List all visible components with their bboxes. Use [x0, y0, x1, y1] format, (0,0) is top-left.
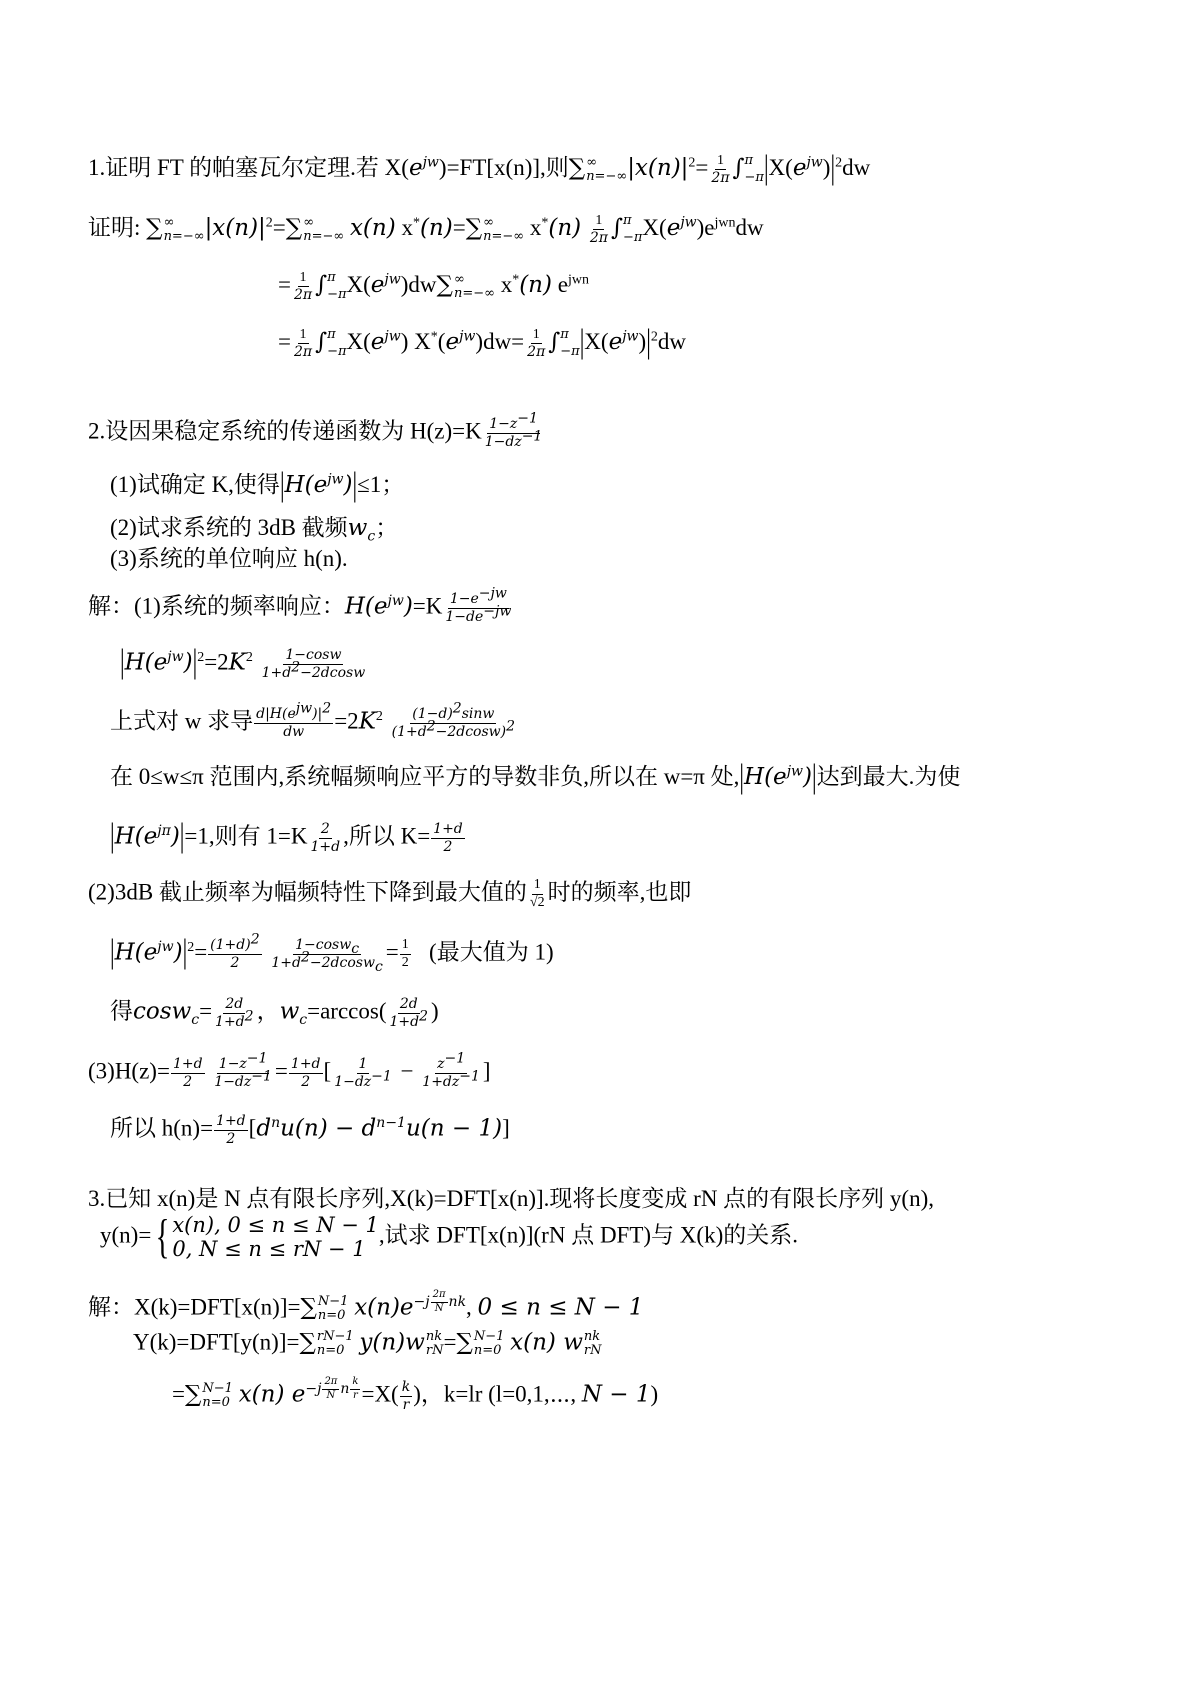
q2-part3-text: (3)系统的单位响应 h(n).	[110, 546, 348, 571]
q2-sol-line2: $|H(e^{jw})|^2=2K^2$ $\frac{1-\cos w}{1+d^2-2dcosw}$	[120, 643, 366, 681]
q2-part1-text: (1)试确定 K,使得	[110, 472, 280, 497]
range-text-end: 达到最大.为使	[816, 764, 961, 789]
q3-title-line	[88, 1187, 934, 1210]
q2-part2-text: (2)试求系统的 3dB 截频	[110, 515, 348, 540]
q2-title-text: 2.设因果稳定系统的传递函数为 H(z)=K	[88, 418, 482, 444]
q1-title-text-b: )=FT[x(n)],则	[438, 155, 569, 181]
kl-end-text: k=lr (l=0,1,⋯,	[443, 1381, 577, 1407]
q2-sol-line5: $|H(e^{j\pi})|=1$,则有 1=K $\frac{2}{1+d}$ ,所以 K= $\frac{1+d}{2}$	[110, 817, 463, 855]
dw-text: dw	[735, 215, 764, 241]
q3-sol-line2: Y(k)=DFT[y(n)]=∑ rN−1 n=0 y(n)w nk rN =∑ N−1 n=0 x(n) w nk rN	[133, 1329, 602, 1359]
q2-part2: (2)试求系统的 3dB 截频$w_c$；	[110, 515, 399, 545]
h3-text: (3)H(z)=	[88, 1058, 170, 1084]
q2-sol-line8: 得cosw$_c$= $\frac{2d}{1+d^2}$ ，$w_c=\arccos$( $\frac{2d}{1+d^2}$ )	[110, 996, 439, 1030]
q3-title-text: 3.已知 x(n)是 N 点有限长序列,X(k)=DFT[x(n)].现将长度变成 rN 点的有限长序列 y(n),	[88, 1186, 935, 1211]
k-text: =1,则有 1=K	[184, 823, 308, 849]
q3-sol-line1: 解：X(k)=DFT[x(n)]=∑ N−1 n=0 $x(n)e^{-j \frac{2\pi}{N} nk}$, 0 ≤ n ≤ N − 1	[88, 1289, 644, 1324]
q1-proof-line3: = $\frac{1}{2\pi}$ ∫ π −π $X(e^{jw})$ $X^*(e^{jw})dw=$ $\frac{1}{2\pi}$ ∫ π −π $|X(e^{jw})|^2dw$	[278, 323, 686, 361]
q2-part1: (1)试确定 K,使得$|H(e^{jw})|\le 1$；	[110, 466, 405, 503]
hn-text: 所以 h(n)=	[110, 1115, 214, 1141]
k-text-b: ,所以 K=	[343, 823, 431, 849]
q2-sol-line9: (3)H(z)= $\frac{1+d}{2}$ $\frac{1-z^{-1}}{1-dz^{-1}}$ = $\frac{1+d}{2}$ [ $\frac{1}{1-dz^{-1}}$ − $\frac{z^{-1}}{1+dz^{-1}}$ ]	[88, 1050, 491, 1090]
q3-sol-text: 解：X(k)=DFT[x(n)]=	[88, 1294, 301, 1320]
get-text: 得	[110, 998, 133, 1024]
q2-sol-line1: 解：(1)系统的频率响应：$H(e^{jw})=K$ $\frac{1-e^{-jw}}{1-de^{-jw}}$	[88, 585, 512, 625]
q2-title-line: 2.设因果稳定系统的传递函数为 H(z)=K $\frac{1-z^{-1}}{1-dz^{-1}}$	[88, 410, 543, 450]
q2-part2-end: ；	[375, 515, 399, 540]
q3-sol-line3: =∑ N−1 n=0 x(n) $e^{-j \frac{2\pi}{N} n \frac{k}{r}}$ =X( $\frac{k}{r}$ )，k=lr (l=0,1,⋯, N − 1)	[172, 1376, 659, 1413]
q3-yn-line: y(n)= { x(n), 0 ≤ n ≤ N − 1 0, N ≤ n ≤ rN − 1 ,试求 DFT[x(n)](rN 点 DFT)与 X(k)的关系.	[100, 1210, 798, 1264]
q1-title-text: 1.证明 FT 的帕塞瓦尔定理.若 X(	[88, 155, 409, 181]
max-note: (最大值为 1)	[429, 939, 554, 965]
dw-text: dw	[842, 155, 871, 181]
jwn-sup: jwn	[567, 272, 589, 288]
arccos-text: =arccos(	[307, 998, 387, 1024]
q2-part3	[110, 547, 348, 570]
yn-text: y(n)=	[100, 1222, 152, 1248]
cut-text-end: 时的频率,也即	[547, 879, 692, 905]
proof-label: 证明:	[88, 215, 147, 241]
e-text: e	[557, 272, 568, 298]
cut-text: (2)3dB 截止频率为幅频特性下降到最大值的	[88, 879, 527, 905]
yk-text: Y(k)=DFT[y(n)]=	[133, 1329, 300, 1355]
q2-sol-line7: $|H(e^{jw})|^2=$ $\frac{(1+d)^2}{2}$ $\frac{1-\cos w_c}{1+d^2-2dcosw_c}$ = $\frac{1}{2}$ (最大值为 1)	[110, 931, 554, 975]
q2-part1-end: ≤1；	[357, 472, 405, 497]
q2-sol-label: 解：(1)系统的频率响应：	[88, 593, 345, 619]
kl-text: =X(	[361, 1381, 399, 1407]
q2-sol-line4: 在 0≤w≤π 范围内,系统幅频响应平方的导数非负,所以在 w=π 处$,|H(e^{jw})|$达到最大.为使	[110, 758, 961, 795]
q1-proof-line2: = $\frac{1}{2\pi}$ ∫ π −π $X(e^{jw})dw\sum$ ∞ n=−∞ x*(n) $e^{jwn}$	[278, 269, 589, 304]
dw-text: dw	[657, 329, 686, 355]
q2-sol-line6: (2)3dB 截止频率为幅频特性下降到最大值的 $\frac{1}{√2}$ 时的频率,也即	[88, 877, 692, 910]
range-text: 在 0≤w≤π 范围内,系统幅频响应平方的导数非负,所以在 w=π 处,	[110, 764, 740, 789]
q1-title-line: 1.证明 FT 的帕塞瓦尔定理.若 $X(e^{jw})=FT[x(n)]$,则∑ ∞ n=−∞ $|x(n)|^2=$ $\frac{1}{2\pi}$ ∫ π −π $|X(e^{jw})|^2dw$	[88, 149, 871, 187]
q2-sol-line3: 上式对 w 求导 $\frac{d|H(e^{jw})|^2}{dw}$ $=2K^2$ $\frac{(1-d)^2\sin w}{(1+d^2-2dcosw)^2}$	[110, 700, 516, 740]
derive-text: 上式对 w 求导	[110, 708, 254, 734]
q2-sol-line10: 所以 h(n)= $\frac{1+d}{2}$ $[d^nu(n) - d^{n-1}u(n - 1)]$	[110, 1113, 510, 1147]
q1-proof-line1: 证明: ∑ ∞ n=−∞ $|x(n)|^2=\sum$ ∞ n=−∞ x(n) x*(n)=∑ ∞ n=−∞ x*(n) $\frac{1}{2\pi}$ ∫ π −π $X(e^{jw})e^{jwn}dw$	[88, 212, 764, 247]
yn-end-text: ,试求 DFT[x(n)](rN 点 DFT)与 X(k)的关系.	[378, 1222, 798, 1248]
